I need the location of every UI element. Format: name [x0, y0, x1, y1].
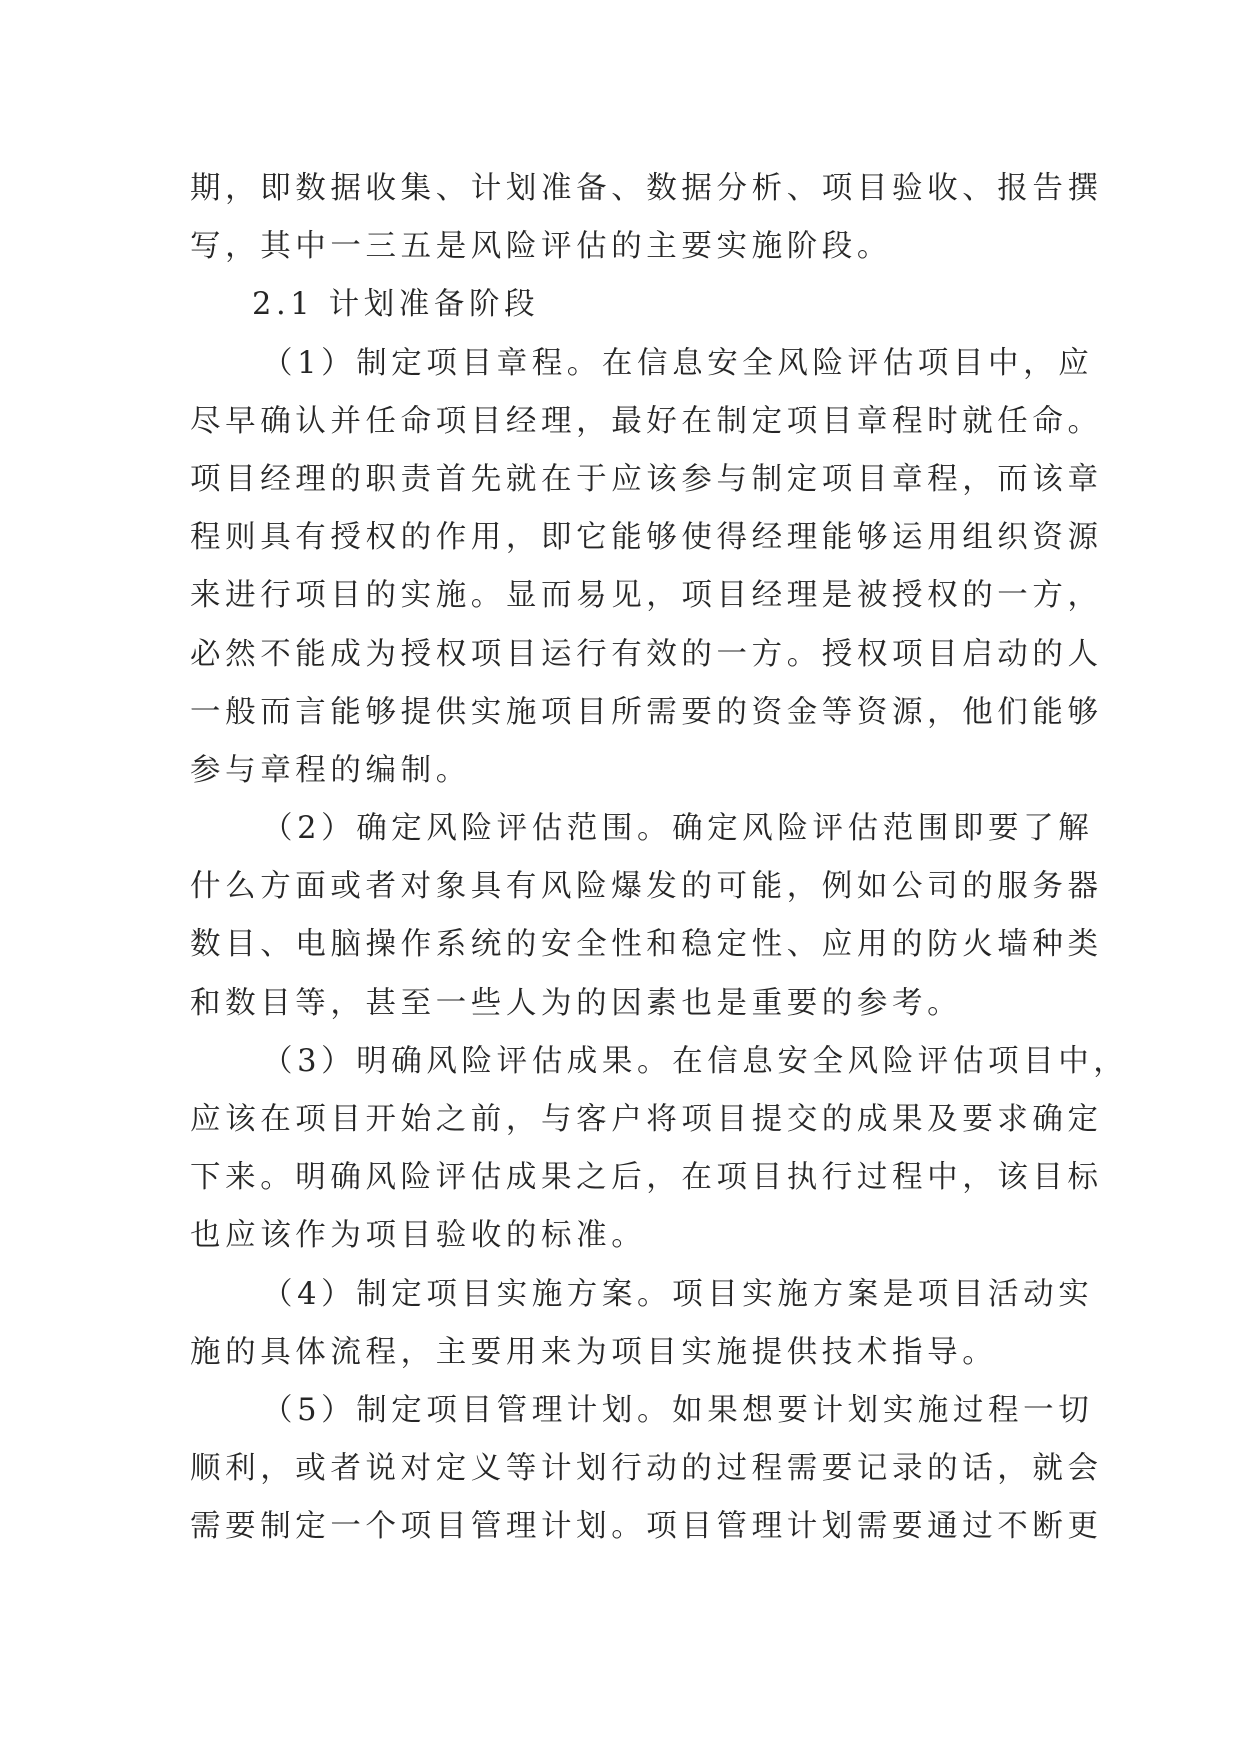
- text-line: 什么方面或者对象具有风险爆发的可能，例如公司的服务器: [190, 869, 1103, 905]
- text-line: （1）制定项目章程。在信息安全风险评估项目中，应: [262, 345, 1094, 381]
- text-line: （2）确定风险评估范围。确定风险评估范围即要了解: [262, 811, 1094, 847]
- text-line: 尽早确认并任命项目经理，最好在制定项目章程时就任命。: [190, 403, 1103, 439]
- body-text: [190, 160, 1129, 1557]
- text-line: 施的具体流程，主要用来为项目实施提供技术指导。: [190, 1334, 998, 1370]
- text-line: 期，即数据收集、计划准备、数据分析、项目验收、报告撰: [190, 171, 1103, 206]
- text-line: （4）制定项目实施方案。项目实施方案是项目活动实: [262, 1276, 1094, 1312]
- text-line: 程则具有授权的作用，即它能够使得经理能够运用组织资源: [190, 520, 1103, 556]
- text-line: 来进行项目的实施。显而易见，项目经理是被授权的一方，: [190, 578, 1103, 614]
- text-line: 项目经理的职责首先就在于应该参与制定项目章程，而该章: [190, 461, 1103, 497]
- text-line: 数目、电脑操作系统的安全性和稳定性、应用的防火墙种类: [190, 927, 1103, 963]
- text-line: 下来。明确风险评估成果之后，在项目执行过程中，该目标: [190, 1160, 1103, 1196]
- text-line: 和数目等，甚至一些人为的因素也是重要的参考。: [190, 985, 963, 1021]
- text-line: 也应该作为项目验收的标准。: [190, 1218, 647, 1254]
- text-line: 写，其中一三五是风险评估的主要实施阶段。: [190, 229, 892, 265]
- text-line: 参与章程的编制。: [190, 752, 471, 788]
- text-line: 顺利，或者说对定义等计划行动的过程需要记录的话，就会: [190, 1451, 1103, 1487]
- text-line: （5）制定项目管理计划。如果想要计划实施过程一切: [262, 1392, 1094, 1428]
- text-line: 需要制定一个项目管理计划。项目管理计划需要通过不断更: [190, 1509, 1103, 1545]
- text-line: 必然不能成为授权项目运行有效的一方。授权项目启动的人: [190, 636, 1103, 672]
- text-line: 一般而言能够提供实施项目所需要的资金等资源，他们能够: [190, 694, 1103, 730]
- text-line: 应该在项目开始之前，与客户将项目提交的成果及要求确定: [190, 1102, 1103, 1137]
- text-line: （3）明确风险评估成果。在信息安全风险评估项目中，: [262, 1043, 1129, 1079]
- section-heading: 2.1 计划准备阶段: [252, 287, 540, 323]
